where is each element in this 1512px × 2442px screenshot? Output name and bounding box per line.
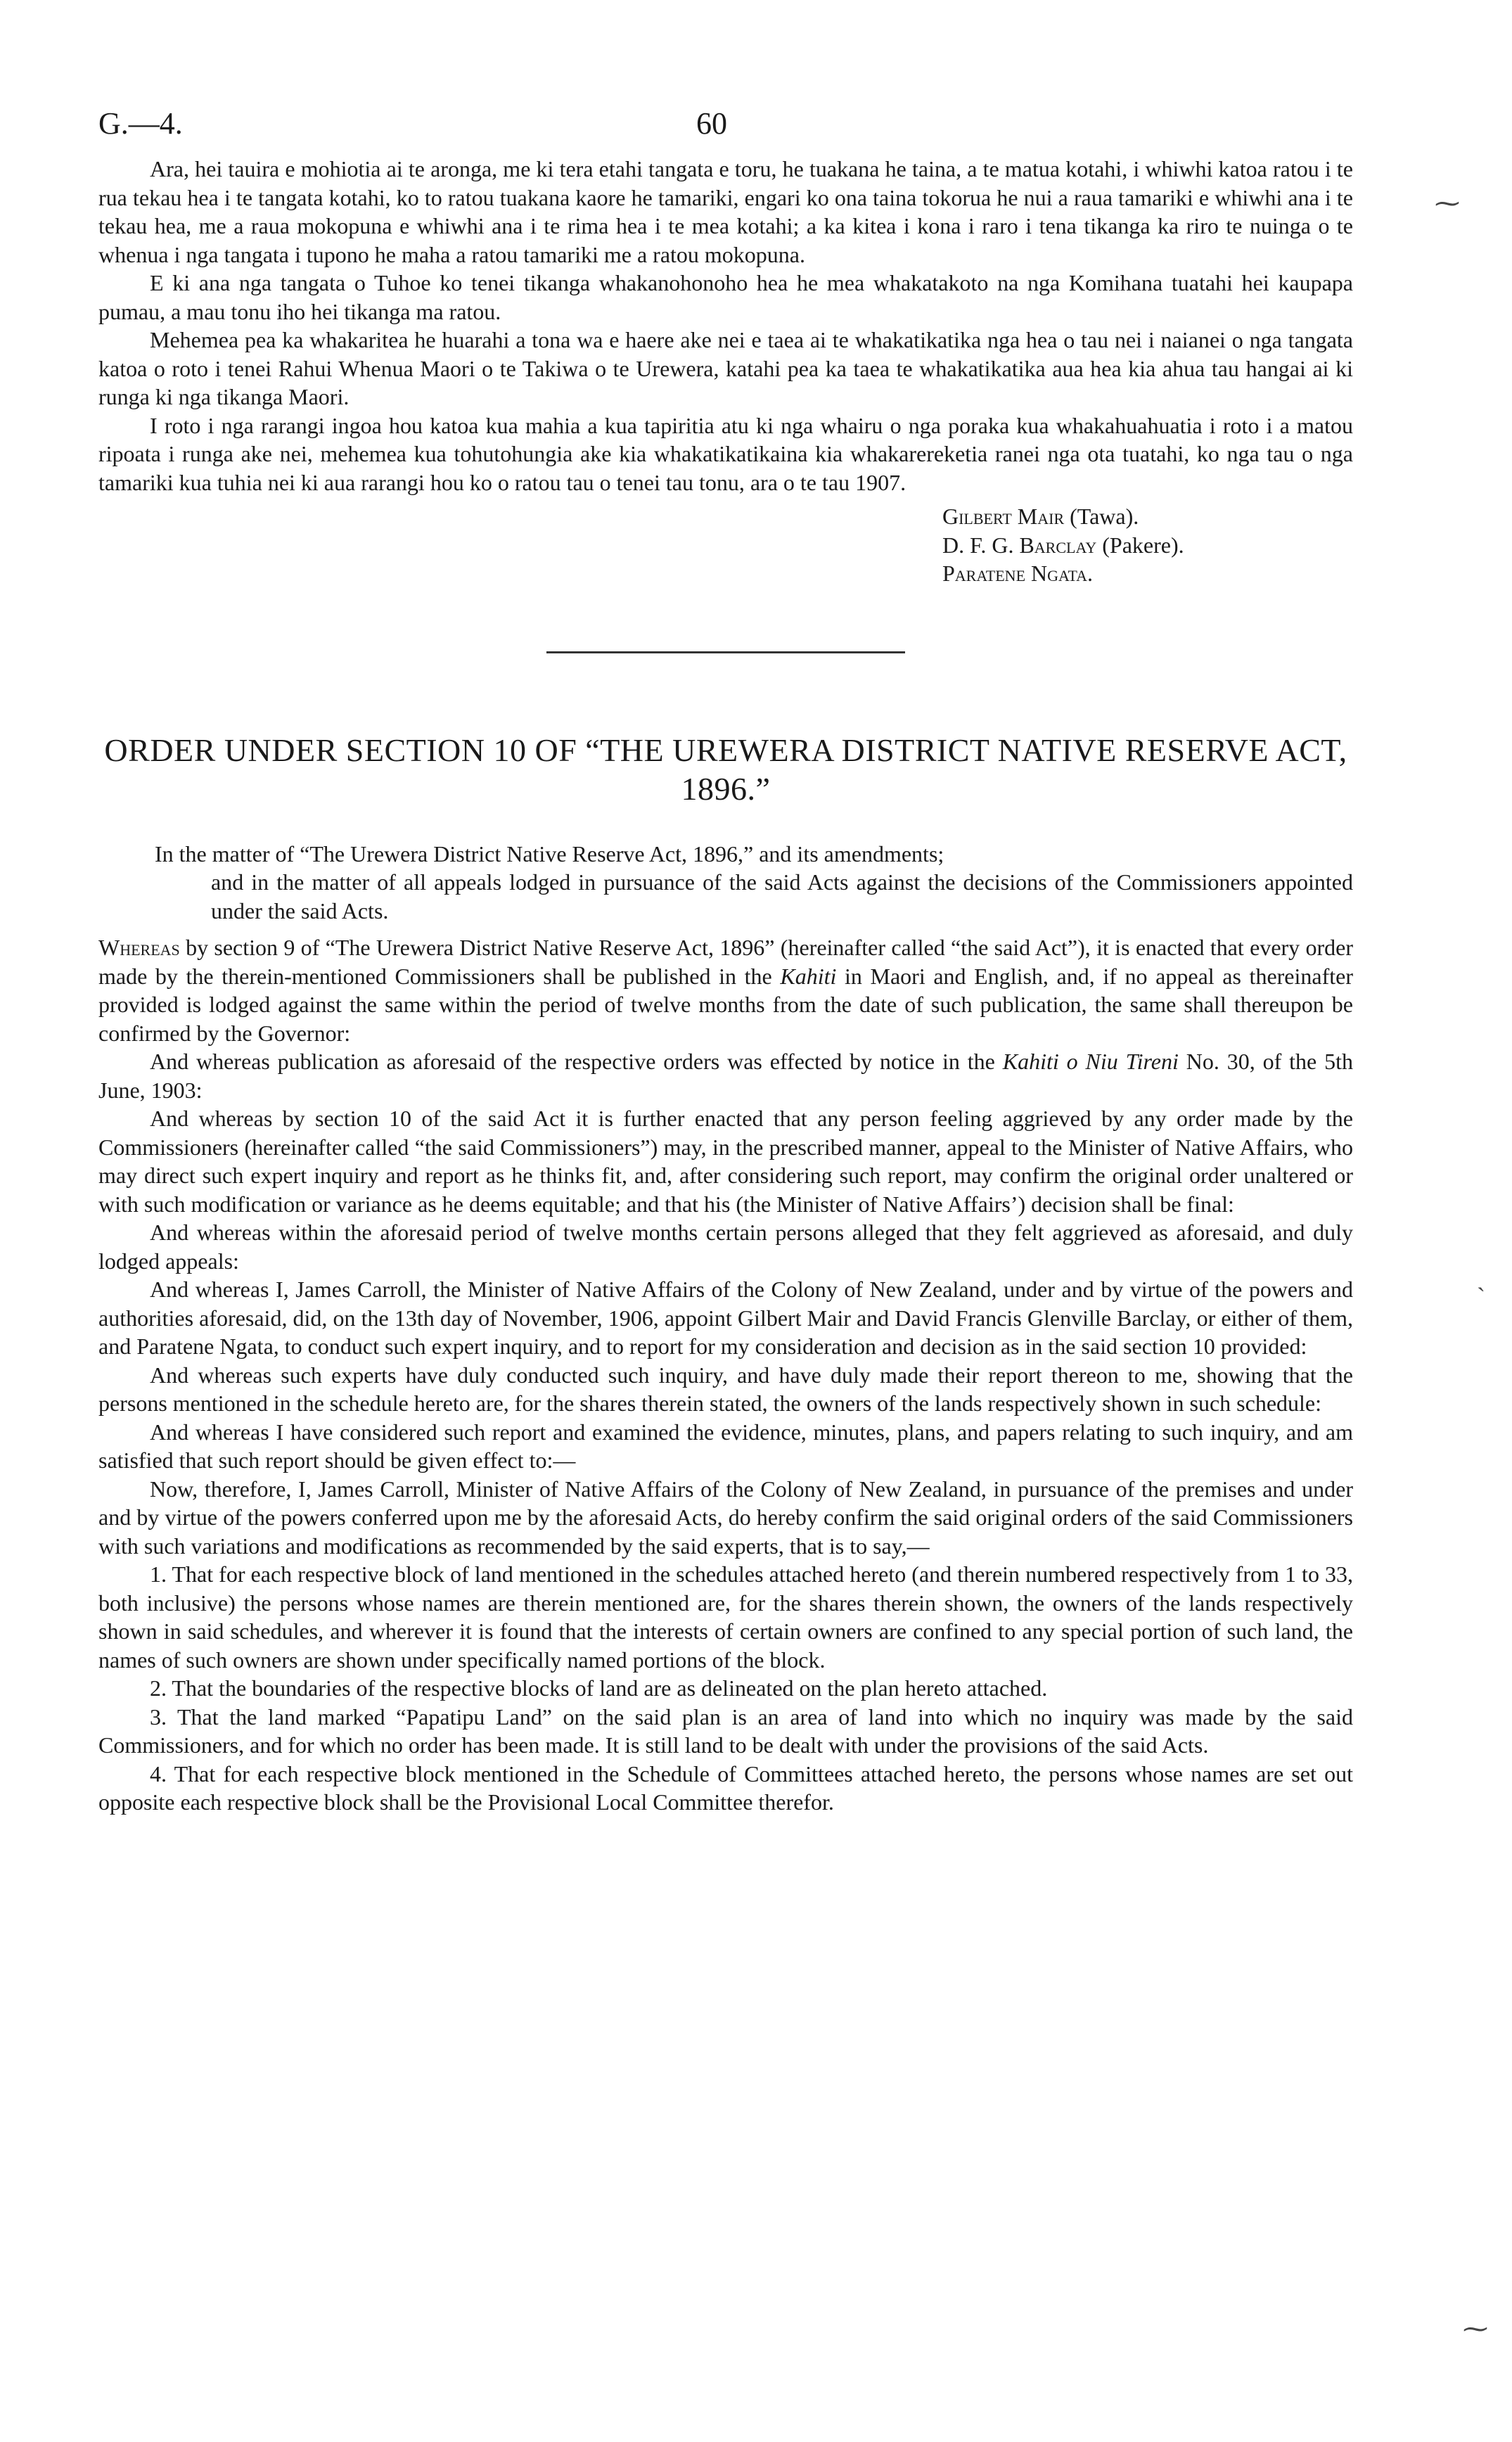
margin-mark: ˏ <box>1477 1263 1485 1291</box>
maori-section <box>98 155 1353 497</box>
order-paragraph: Now, therefore, I, James Carroll, Minister of Native Affairs of the Colony of New Zealand, in pursuance of the premises and under and by virtue of the powers conferred upon me by the aforesaid Acts, do hereby confirm the said original orders of the said Commissioners with such variations and modifications as recommended by the said experts, that is to say,— <box>98 1476 1353 1559</box>
maori-paragraph: I roto i nga rarangi ingoa hou katoa kua mahia a kua tapiritia atu ki nga whairu o nga poraka kua whakahuahuatia i roto i a matou ripoata i runga ake nei, mehemea kua tohutohungia ake kia whakatikatikaina kia whakarereketia ranei nga ota tuatahi, ko nga tau o nga tamariki kua tuhia nei ki aua rarangi hou ko o ratou tau o tenei tau tonu, ara o te tau 1907. <box>98 412 1353 495</box>
order-title: ORDER UNDER SECTION 10 OF “THE UREWERA DISTRICT NATIVE RESERVE ACT, 1896.” <box>104 731 1347 807</box>
signatory-name: Gilbert Mair <box>942 504 1065 529</box>
order-text: No. 30, of the 5th June, 1903: <box>98 1049 1354 1103</box>
order-body <box>98 933 1353 1817</box>
signature-block <box>942 502 1353 588</box>
in-the-matter-clause <box>155 840 1353 926</box>
order-paragraph: And whereas I, James Carroll, the Minister of Native Affairs of the Colony of New Zealand, under and by virtue of the powers and authorities aforesaid, did, on the 13th day of November, 1906, appoint Gilbert Mair and David Francis Glenville Barclay, or either of them, and Paratene Ngata, to conduct such expert inquiry, and to report for my consideration and decision as in the said section 10 provided: <box>98 1277 1353 1359</box>
maori-paragraph: Mehemea pea ka whakaritea he huarahi a tona wa e haere ake nei e taea ai te whakatikatika nga hea o tau nei i naianei o nga tangata katoa o roto i tenei Rahui Whenua Maori o te Takiwa o te Urewera, katahi pea ka taea te whakatikatika aua hea kia ahua tau hangai ai ki runga ki nga tikanga Maori. <box>98 327 1353 409</box>
page-header <box>98 106 1353 155</box>
order-paragraph <box>98 1047 1353 1104</box>
page-code: G.—4. <box>98 106 183 141</box>
margin-mark: ⁓ <box>1463 2315 1488 2343</box>
whereas-label: Whereas <box>98 935 180 960</box>
signatory-name: D. F. G. Barclay <box>942 532 1097 558</box>
signatory-role: (Pakere). <box>1102 532 1184 558</box>
order-text: And whereas publication as aforesaid of the respective orders was effected by notice in the <box>150 1049 995 1074</box>
maori-paragraph: Ara, hei tauira e mohiotia ai te aronga, me ki tera etahi tangata e toru, he tuakana he taina, a te matua kotahi, i whiwhi katoa ratou i te rua tekau hea i te tangata kotahi, ko to ratou tuakana kaore he tamariki, engari ko ona taina tokorua he nui a raua tamariki e whiwhi ana i te tekau hea, me a raua mokopuna e whiwhi ana i te rima hea i te mea kotahi; a ka kitea i kona i raro i tena tikanga ka riro te nuinga o te whenua i nga tangata i tupono he maha a ratou tamariki me a ratou mokopuna. <box>98 156 1353 267</box>
gazette-name: Kahiti o Niu Tireni <box>1002 1049 1179 1074</box>
order-paragraph: And whereas such experts have duly conducted such inquiry, and have duly made their report thereon to me, showing that the persons mentioned in the schedule hereto are, for the shares therein stated, the owners of the lands respectively shown in such schedule: <box>98 1362 1353 1416</box>
margin-mark: ⁓ <box>1435 189 1460 217</box>
order-paragraph <box>98 933 1353 1047</box>
matter-continuation: and in the matter of all appeals lodged in pursuance of the said Acts against the decisions of the Commissioners appointed under the said Acts. <box>211 869 1353 923</box>
maori-paragraph: E ki ana nga tangata o Tuhoe ko tenei tikanga whakanohonoho hea he mea whakatakoto na nga Komihana tuatahi hei kaupapa pumau, a mau tonu iho hei tikanga ma ratou. <box>98 270 1353 324</box>
order-clause-1: 1. That for each respective block of land mentioned in the schedules attached hereto (and therein numbered respectively from 1 to 33, both inclusive) the persons whose names are therein mentioned are, for the shares therein shown, the owners of the lands respectively shown in said schedules, and wherever it is found that the interests of certain owners are confined to any special portion of such land, the names of such owners are shown under specifically named portions of the block. <box>98 1561 1353 1673</box>
order-paragraph: And whereas I have considered such report and examined the evidence, minutes, plans, and papers relating to such inquiry, and am satisfied that such report should be given effect to:— <box>98 1419 1353 1473</box>
matter-first-line: In the matter of “The Urewera District Native Reserve Act, 1896,” and its amendments; <box>155 840 944 867</box>
signature-line <box>942 559 1353 588</box>
order-clause-2: 2. That the boundaries of the respective blocks of land are as delineated on the plan hereto attached. <box>150 1675 1048 1701</box>
signatory-name: Paratene Ngata. <box>942 561 1094 586</box>
order-text: by section 9 of “The Urewera District Native Reserve Act, 1896” (hereinafter called “the said Act”), it is enacted that every order made by the therein-mentioned Commissioners shall be published in the <box>98 935 1354 989</box>
order-clause-4: 4. That for each respective block mentioned in the Schedule of Committees attached hereto, the persons whose names are set out opposite each respective block shall be the Provisional Local Committee therefor. <box>98 1760 1353 1815</box>
signature-line <box>942 531 1353 560</box>
order-paragraph: And whereas by section 10 of the said Act it is further enacted that any person feeling aggrieved by any order made by the Commissioners (hereinafter called “the said Commissioners”) may, in the prescribed manner, appeal to the Minister of Native Affairs, who may direct such expert inquiry and report as he thinks fit, and, after considering such report, may confirm the original order unaltered or with such modification or variance as he deems equitable; and that his (the Minister of Native Affairs’) decision shall be final: <box>98 1106 1353 1217</box>
order-paragraph: And whereas within the aforesaid period of twelve months certain persons alleged that they felt aggrieved as aforesaid, and duly lodged appeals: <box>98 1220 1353 1274</box>
order-clause-3: 3. That the land marked “Papatipu Land” on the said plan is an area of land into which no inquiry was made by the said Commissioners, and for which no order has been made. It is still land to be dealt with under the provisions of the said Acts. <box>98 1703 1353 1758</box>
signature-line <box>942 502 1353 531</box>
signatory-role: (Tawa). <box>1070 504 1139 529</box>
order-text: in Maori and English, and, if no appeal as thereinafter provided is lodged against the same within the period of twelve months from the date of such publication, the same shall thereupon be confirmed by the Governor: <box>98 963 1354 1046</box>
publication-name: Kahiti <box>780 963 837 989</box>
section-divider <box>546 651 905 653</box>
page-number: 60 <box>696 106 727 141</box>
